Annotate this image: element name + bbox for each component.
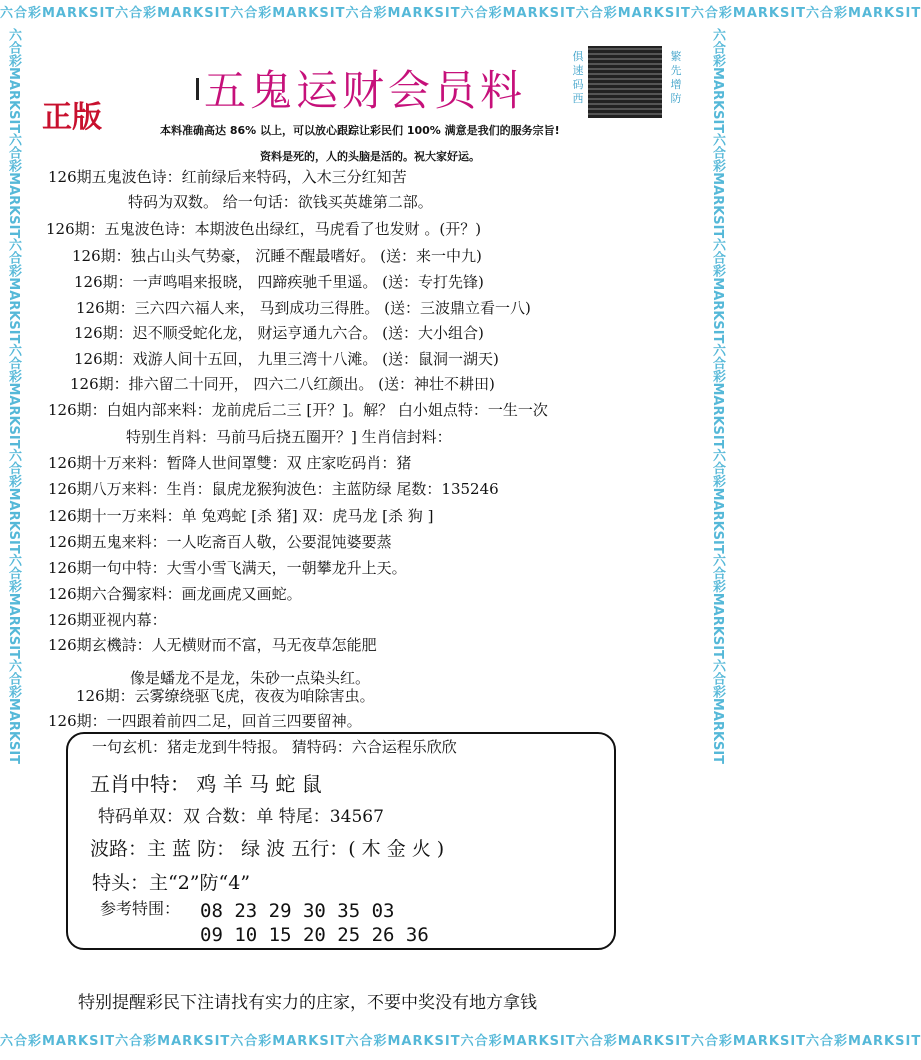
line-one-four: 126期：一四跟着前四二足，回首三四要留神。 — [48, 712, 362, 730]
watermark-left-text: 六合彩MARKSIT六合彩MARKSIT六合彩MARKSIT六合彩MARKSIT六合彩MARKSIT六合彩MARKSIT六合彩MARKSIT — [6, 28, 21, 765]
line-exclusive: 126期六合獨家料：画龙画虎又画蛇。 — [48, 585, 302, 603]
watermark-top: 六合彩MARKSIT六合彩MARKSIT六合彩MARKSIT六合彩MARKSIT六合彩MARKSIT六合彩MARKSIT六合彩MARKSIT六合彩MARKSIT — [0, 6, 921, 21]
line-dragon-b: 126期：云雾缭绕驱飞虎，夜夜为咱除害虫。 — [76, 687, 375, 705]
watermark-right — [704, 28, 728, 1028]
page-title: 五鬼运财会员料 — [204, 66, 527, 115]
line-80k: 126期八万来料：生肖：鼠虎龙猴狗波色：主蓝防绿 尾数：135246 — [48, 480, 499, 498]
line-100k: 126期十万来料：暂降人世间罩雙：双 庄家吃码肖：猪 — [48, 454, 412, 472]
poem-line-1: 126期：独占山头气势豪， 沉睡不醒最嗜好。 (送：来一中九) — [72, 247, 482, 265]
slogan-luck: 资料是死的，人的头脑是活的。祝大家好运。 — [260, 150, 480, 163]
watermark-right-text: 六合彩MARKSIT六合彩MARKSIT六合彩MARKSIT六合彩MARKSIT六合彩MARKSIT六合彩MARKSIT六合彩MARKSIT — [710, 28, 725, 765]
poem-line-3: 126期：三六四六福人来， 马到成功三得胜。 (送：三波鼎立看一八) — [76, 299, 531, 317]
watermark-bottom: 六合彩MARKSIT六合彩MARKSIT六合彩MARKSIT六合彩MARKSIT六合彩MARKSIT六合彩MARKSIT六合彩MARKSIT六合彩MARKSIT — [0, 1034, 921, 1049]
poem-line-5: 126期：戏游人间十五回， 九里三湾十八滩。 (送：鼠洞一湖天) — [74, 350, 499, 368]
box-ref-numbers-1: 08 23 29 30 35 03 — [200, 900, 395, 922]
box-ref-numbers-2: 09 10 15 20 25 26 36 — [200, 924, 429, 946]
watermark-left — [0, 28, 24, 1028]
poem-line-2: 126期：一声鸣唱来报晓， 四蹄疾驰千里遥。 (送：专打先锋) — [74, 273, 484, 291]
badge-right: 繁先增防 — [670, 50, 682, 105]
box-riddle: 一句玄机：猪走龙到牛特报。 猜特码：六合运程乐欣欣 — [92, 738, 457, 756]
badge-left: 俱速码西 — [572, 50, 584, 105]
poem-line-4: 126期：迟不顺受蛇化龙， 财运亨通九六合。 (送：大小组合) — [74, 324, 484, 342]
qr-code — [588, 46, 662, 118]
line-wave-color: 126期：五鬼波色诗：本期波色出绿红，马虎看了也发财 。(开？) — [46, 220, 482, 238]
line-five-ghost: 126期五鬼来料：一人吃斋百人敬，公要混饨婆要蒸 — [48, 533, 392, 551]
poem-line-6: 126期：排六留二十同开， 四六二八红颜出。 (送：神壮不耕田) — [70, 375, 495, 393]
line-mystic-poem: 126期玄機詩：人无横财而不富，马无夜草怎能肥 — [48, 636, 377, 654]
slogan-accuracy: 本料准确高达 86% 以上，可以放心跟踪让彩民们 100% 满意是我们的服务宗旨! — [160, 124, 560, 137]
line-dragon-a: 像是蟠龙不是龙，朱砂一点染头红。 — [130, 669, 371, 687]
line-wave-poem: 126期五鬼波色诗：红前绿后来特码，入木三分红知苦 — [48, 168, 407, 186]
box-wave-elements: 波路：主 蓝 防： 绿 波 五行：( 木 金 火 ) — [90, 838, 445, 860]
line-white-sister: 126期：白姐内部来料：龙前虎后二三 [开？]。解？ 白小姐点特：一生一次 — [48, 401, 548, 419]
box-five-zodiac: 五肖中特： 鸡 羊 马 蛇 鼠 — [90, 772, 322, 796]
footer-warning: 特别提醒彩民下注请找有实力的庄家，不要中奖没有地方拿钱 — [78, 993, 537, 1013]
line-atv: 126期亚视内幕： — [48, 611, 167, 629]
line-special-zodiac: 特别生肖料：马前马后挠五圈开？] 生肖信封料： — [126, 428, 452, 446]
line-110k: 126期十一万来料：单 兔鸡蛇 [杀 猪] 双：虎马龙 [杀 狗 ] — [48, 507, 434, 525]
box-head: 特头：主“2”防“4” — [92, 872, 251, 894]
line-one-sentence: 126期一句中特：大雪小雪飞满天，一朝攀龙升上天。 — [48, 559, 407, 577]
box-ref-label: 参考特围： — [100, 899, 181, 918]
box-odd-even: 特码单双：双 合数：单 特尾：34567 — [98, 807, 384, 827]
line-even-number: 特码为双数。 给一句话：欲钱买英雄第二部。 — [128, 193, 433, 211]
genuine-stamp: 正版 — [42, 100, 102, 135]
title-divider — [196, 78, 199, 100]
